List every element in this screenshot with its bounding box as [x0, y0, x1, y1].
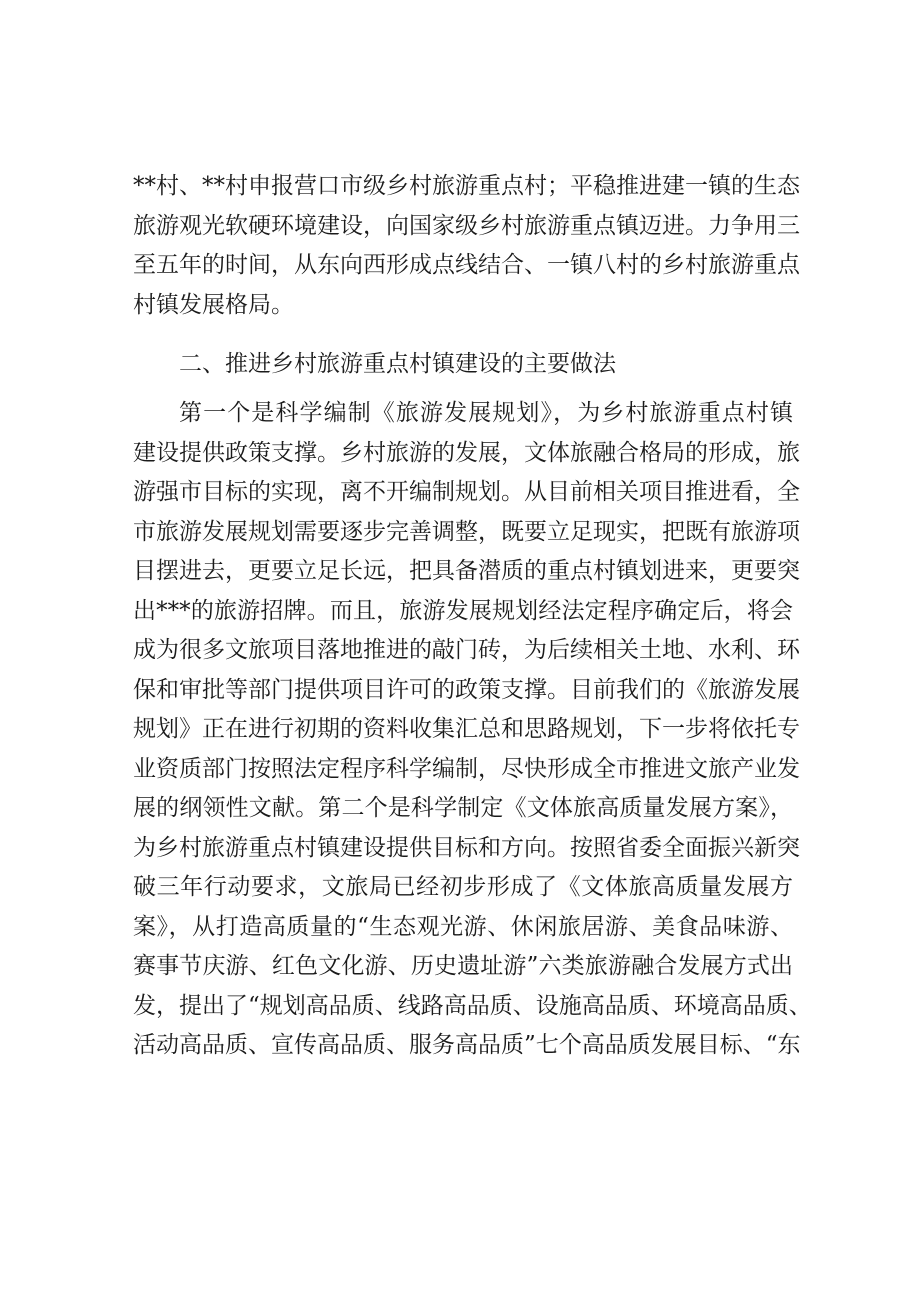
paragraph-line: 为乡村旅游重点村镇建设提供目标和方向。按照省委全面振兴新突: [133, 834, 800, 861]
paragraph-line: 赛事节庆游、红色文化游、历史遗址游”六类旅游融合发展方式出: [133, 953, 793, 979]
paragraph-line: 建设提供政策支撑。乡村旅游的发展，文体旅融合格局的形成，旅: [133, 439, 800, 466]
paragraph-line: 市旅游发展规划需要逐步完善调整，既要立足现实，把既有旅游项: [133, 518, 800, 545]
paragraph-line: 出***的旅游招牌。而且，旅游发展规划经法定程序确定后，将会: [133, 597, 793, 624]
paragraph-line: 第一个是科学编制《旅游发展规划》，为乡村旅游重点村镇: [179, 400, 793, 426]
paragraph-line: 目摆进去，更要立足长远，把具备潜质的重点村镇划进来，更要突: [133, 558, 800, 584]
paragraph-line: 破三年行动要求，文旅局已经初步形成了《文体旅高质量发展方: [133, 874, 793, 900]
paragraph-line: 活动高品质、宣传高品质、服务高品质”七个高品质发展目标、“东: [133, 1032, 801, 1058]
paragraph-line: 案》，从打造高质量的“生态观光游、休闲旅居游、美食品味游、: [133, 913, 793, 940]
continued-paragraph: [133, 167, 800, 325]
paragraph-line: **村、**村申报营口市级乡村旅游重点村；平稳推进建一镇的生态: [133, 173, 800, 199]
paragraph-line: 成为很多文旅项目落地推进的敲门砖，为后续相关土地、水利、环: [133, 637, 800, 663]
paragraph-line: 保和审批等部门提供项目许可的政策支撑。目前我们的《旅游发展: [133, 676, 800, 703]
paragraph-line: 游强市目标的实现，离不开编制规划。从目前相关项目推进看，全: [133, 479, 800, 505]
paragraph-line: 规划》正在进行初期的资料收集汇总和思路规划，下一步将依托专: [133, 716, 800, 742]
paragraph-line: 至五年的时间，从东向西形成点线结合、一镇八村的乡村旅游重点: [133, 252, 800, 278]
paragraph-line: 发，提出了“规划高品质、线路高品质、设施高品质、环境高品质、: [133, 992, 812, 1019]
paragraph-line: 旅游观光软硬环境建设，向国家级乡村旅游重点镇迈进。力争用三: [133, 212, 800, 239]
main-paragraph: [133, 394, 812, 1066]
section-heading: [133, 345, 793, 385]
paragraph-line: 展的纲领性文献。第二个是科学制定《文体旅高质量发展方案》，: [133, 795, 793, 821]
section-heading-text: 二、推进乡村旅游重点村镇建设的主要做法: [179, 351, 616, 377]
paragraph-line: 业资质部门按照法定程序科学编制，尽快形成全市推进文旅产业发: [133, 755, 800, 782]
paragraph-line: 村镇发展格局。: [133, 291, 294, 318]
